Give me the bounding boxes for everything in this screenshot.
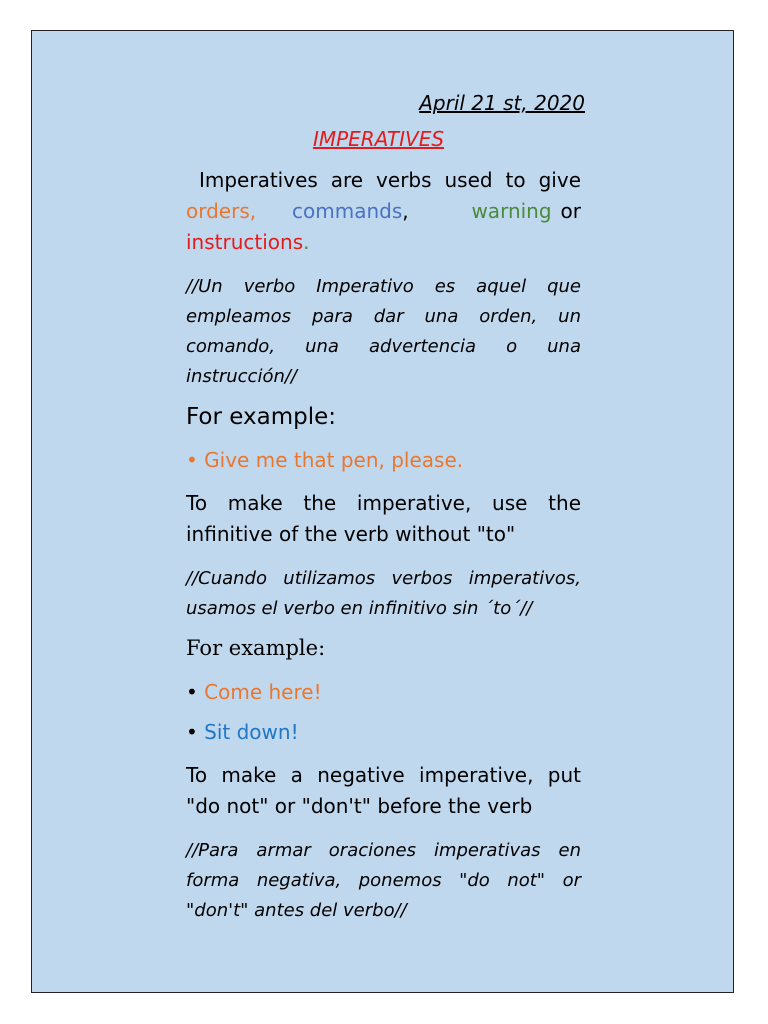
example-label-1: For example: [186, 404, 336, 430]
example-text-1: Give me that pen, please. [204, 448, 464, 472]
intro-paragraph [186, 165, 581, 258]
example-text-3: Sit down! [204, 720, 299, 744]
example-text-2: Come here! [204, 680, 322, 704]
spanish-note-2: //Cuando utilizamos verbos imperativos, usamos el verbo en infinitivo sin ´to´// [186, 568, 581, 619]
bullet-icon: • [186, 720, 198, 744]
bullet-icon: • [186, 448, 198, 472]
example-item-1 [186, 448, 581, 472]
word-orders: orders, [186, 199, 257, 223]
word-instructions: instructions [186, 230, 304, 254]
document-content [186, 91, 585, 938]
bullet-icon: • [186, 680, 198, 704]
word-commands: commands [292, 199, 403, 223]
comma: , [402, 199, 409, 223]
word-warning: warning [471, 199, 552, 223]
example-item-2 [186, 680, 581, 704]
example-label-2: For example: [186, 636, 326, 660]
word-or: or [560, 199, 581, 223]
date: April 21 st, 2020 [419, 91, 585, 115]
spanish-note-3: //Para armar oraciones imperativas en forma negativa, ponemos "do not" or "don't" antes del verbo// [186, 840, 581, 921]
document-page [31, 30, 734, 993]
example-item-3 [186, 720, 581, 744]
page-title: IMPERATIVES [312, 127, 445, 151]
rule-1: To make the imperative, use the infinitive of the verb without "to" [186, 491, 581, 546]
spanish-note-1: //Un verbo Imperativo es aquel que empleamos para dar una orden, un comando, una advertencia o una instrucción// [186, 276, 581, 387]
rule-2: To make a negative imperative, put "do not" or "don't" before the verb [186, 763, 581, 818]
intro-text: Imperatives are verbs used to give [198, 168, 581, 192]
period: . [303, 230, 310, 254]
